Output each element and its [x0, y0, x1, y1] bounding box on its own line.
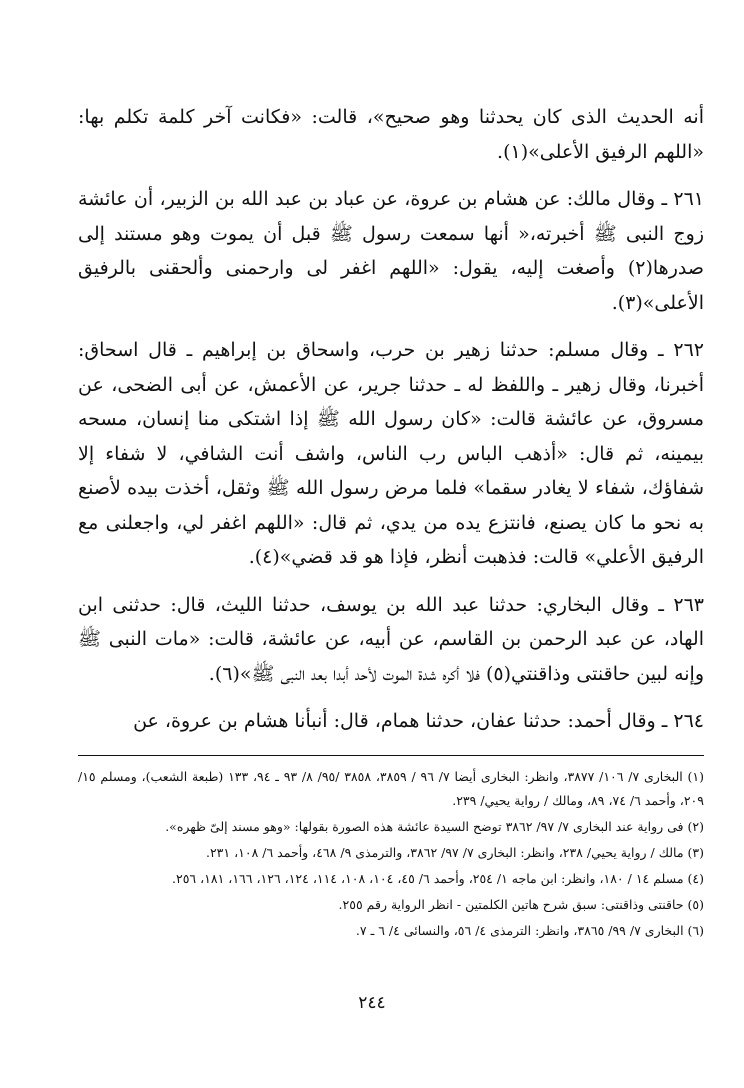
page-number: ٢٤٤: [358, 993, 386, 1013]
footnote-5: (٥) حاقنتى وذاقنتى: سبق شرح هاتين الكلمتين - انظر الرواية رقم ٢٥٥.: [338, 897, 704, 912]
paragraph-continuation: أنه الحديث الذى كان يحدثنا وهو صحيح»، قالت: «فكانت آخر كلمة تكلم بها: «اللهم الرفيق الأعلى»(١).: [78, 106, 704, 163]
paragraph-263: ٢٦٣ ـ وقال البخاري: حدثنا عبد الله بن يوسف، حدثنا الليث، قال: حدثنى ابن الهاد، عن عبد الرحمن بن القاسم، عن أبيه، عن عائشة، قالت: «مات النبى ﷺ وإنه لبين حاقنتى وذاقنتي(٥) فلا أكره شدة الموت لأحد أبدا بعد النبى ﷺ»(٦).: [78, 593, 704, 685]
paragraph-262: ٢٦٢ ـ وقال مسلم: حدثنا زهير بن حرب، واسحاق بن إبراهيم ـ قال اسحاق: أخبرنا، وقال زهير ـ واللفظ له ـ حدثنا جرير، عن الأعمش، عن أبى الضحى، عن مسروق، عن عائشة قالت: «كان رسول الله ﷺ إذا اشتكى منا إنسان، مسحه بيمينه، ثم قال: «أذهب الباس رب الناس، واشف أنت الشافي، لا شفاء إلا شفاؤك، شفاء لا يغادر سقما» فلما مرض رسول الله ﷺ وثقل، أخذت بيده لأصنع به نحو ما كان يصنع، فانتزع يده من يدي، ثم قال: «اللهم اغفر لي، واجعلنى مع الرفيق الأعلي» قالت: فذهبت أنظر، فإذا هو قد قضي»(٤).: [78, 339, 704, 568]
body-text: [78, 100, 704, 739]
footnotes: [78, 755, 704, 945]
footnote-6: (٦) البخارى ٧/ ٩٩/ ٣٨٦٥، وانظر: الترمذى ٤/ ٥٦، والنسائى ٤/ ٦ ـ ٧.: [355, 923, 704, 938]
footnote-1: (١) البخارى ٧/ ١٠٦/ ٣٨٧٧، وانظر: البخارى أيضا ٧/ ٩٦ / ٣٨٥٩، ٣٨٥٨ /٩٥/ ٨/ ٩٣ ـ ٩٤، ١٣٣ (طبعة الشعب)، ومسلم ١٥/ ٢٠٩، وأحمد ٦/ ٧٤، ٨٩، ومالك / رواية يحيي/ ٢٣٩.: [78, 769, 704, 808]
paragraph-264: ٢٦٤ ـ وقال أحمد: حدثنا عفان، حدثنا همام، قال: أنبأنا هشام بن عروة، عن: [133, 710, 704, 732]
main-text: [78, 100, 704, 752]
footnote-2: (٢) فى رواية عند البخارى ٧/ ٩٧/ ٣٨٦٢ توضح السيدة عائشة هذه الصورة بقولها: «وهو مسند إلىّ ظهره».: [165, 819, 704, 834]
footnote-4: (٤) مسلم ١٤ / ١٨٠، وانظر: ابن ماجه ١/ ٢٥٤، وأحمد ٦/ ٤٥، ١٠٤، ١٠٨، ١١٤، ١٢٤، ١٢٦، ١٦٦، ١٨١، ٢٥٦.: [172, 871, 704, 886]
footnote-3: (٣) مالك / رواية يحيي/ ٢٣٨، وانظر: البخارى ٧/ ٩٧/ ٣٨٦٢، والترمذى ٩/ ٤٦٨، وأحمد ٦/ ١٠٨، ٢٣١.: [205, 845, 704, 860]
paragraph-261: ٢٦١ ـ وقال مالك: عن هشام بن عروة، عن عباد بن عبد الله بن الزبير، أن عائشة زوج النبى ﷺ أخبرته،« أنها سمعت رسول ﷺ قبل أن يموت وهو مستند إلى صدرها(٢) وأصغت إليه، يقول: «اللهم اغفر لى وارحمنى وألحقنى بالرفيق الأعلى»(٣).: [78, 188, 704, 314]
